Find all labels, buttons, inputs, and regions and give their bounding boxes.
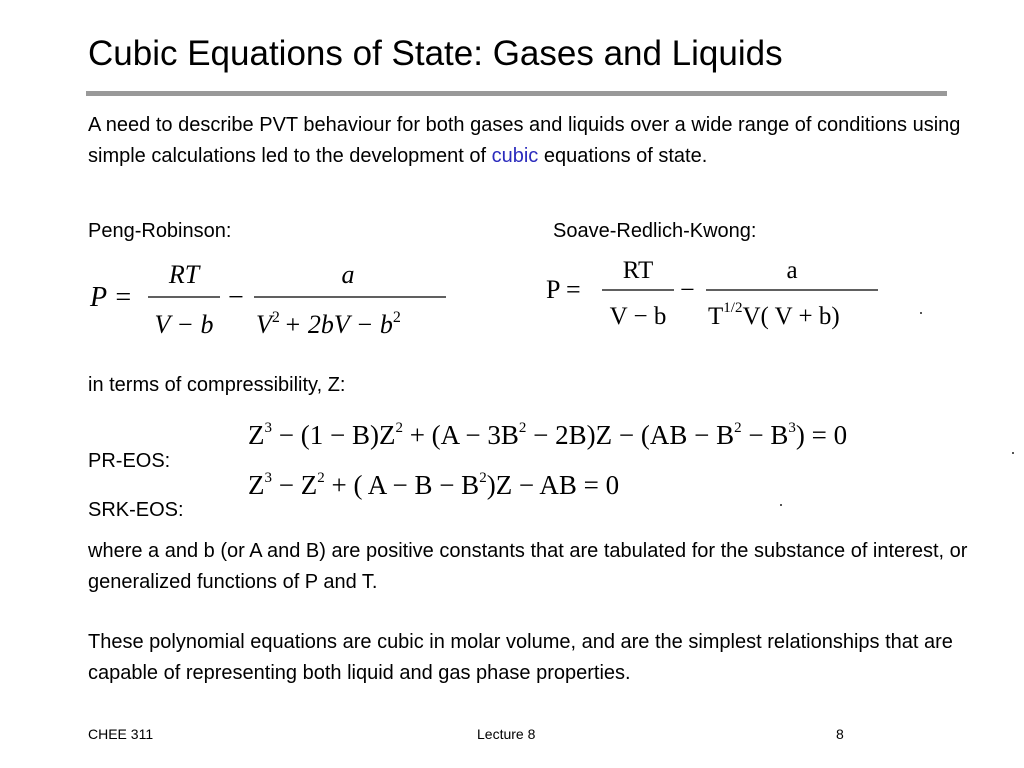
pr-den2-exp1: 2: [271, 309, 280, 326]
intro-text-start: A need to describe PVT behaviour for both gases and liquids over a wide range of conditions using simple calculations led to the development of: [88, 114, 961, 167]
pr-denominator-2: [256, 309, 401, 339]
intro-paragraph: [88, 110, 968, 172]
pr-eos-z-equation: [248, 410, 988, 454]
srk-numerator-a: a: [786, 257, 798, 284]
pr-den2-v: V: [256, 310, 272, 339]
peng-robinson-equation: [88, 258, 458, 348]
srk-equation: [546, 254, 896, 334]
stray-dot: [1012, 452, 1014, 454]
title-divider: [86, 91, 947, 96]
compressibility-label: in terms of compressibility, Z:: [88, 374, 346, 396]
slide-title: Cubic Equations of State: Gases and Liquids: [88, 34, 783, 73]
pr-den2-mid: + 2bV − b: [283, 310, 393, 339]
polynomial-paragraph: These polynomial equations are cubic in molar volume, and are the simplest relationships that are capable of representing both liquid and gas phase properties.: [88, 631, 953, 684]
pr-numerator-rt: RT: [168, 260, 200, 289]
footer-lecture: Lecture 8: [477, 726, 536, 742]
intro-text-end: equations of state.: [538, 145, 708, 167]
pr-numerator-a: a: [341, 260, 355, 289]
pr-denominator-1: V − b: [154, 310, 214, 339]
stray-dot: [780, 504, 782, 506]
srk-label: Soave-Redlich-Kwong:: [553, 220, 757, 242]
pr-z-expression: $Z^3 - (1 - B)Z^2 + (A - 3B^2 - 2B)Z - (AB - B^2 - B^3) = 0$: [248, 420, 848, 450]
srk-den2-exp: 1/2: [723, 300, 743, 316]
pr-den2-exp2: 2: [392, 309, 401, 326]
srk-denominator-2: [708, 300, 840, 330]
srk-den2-rest: V( V + b): [742, 303, 840, 330]
srk-minus: −: [680, 275, 695, 304]
pr-lhs: P =: [90, 282, 133, 313]
pr-minus: −: [228, 282, 244, 313]
peng-robinson-label: Peng-Robinson:: [88, 220, 232, 242]
cubic-highlight: cubic: [491, 145, 539, 167]
srk-z-expression: $Z^3 - Z^2$ + ( $A - B - B^2)Z$ − AB = 0: [248, 470, 620, 500]
footer-page-number: 8: [836, 726, 844, 742]
pr-eos-label: PR-EOS:: [88, 450, 171, 472]
srk-eos-label: SRK-EOS:: [88, 499, 184, 521]
srk-den2-t: T: [708, 303, 724, 330]
srk-lhs: P =: [546, 275, 581, 304]
footer-course: CHEE 311: [88, 726, 154, 742]
srk-numerator-rt: RT: [622, 257, 654, 284]
srk-denominator-1: V − b: [609, 303, 667, 330]
constants-paragraph: where a and b (or A and B) are positive constants that are tabulated for the substance of interest, or generalized functions of P and T.: [88, 540, 968, 593]
stray-dot: [920, 312, 922, 314]
srk-eos-z-equation: [248, 460, 768, 504]
